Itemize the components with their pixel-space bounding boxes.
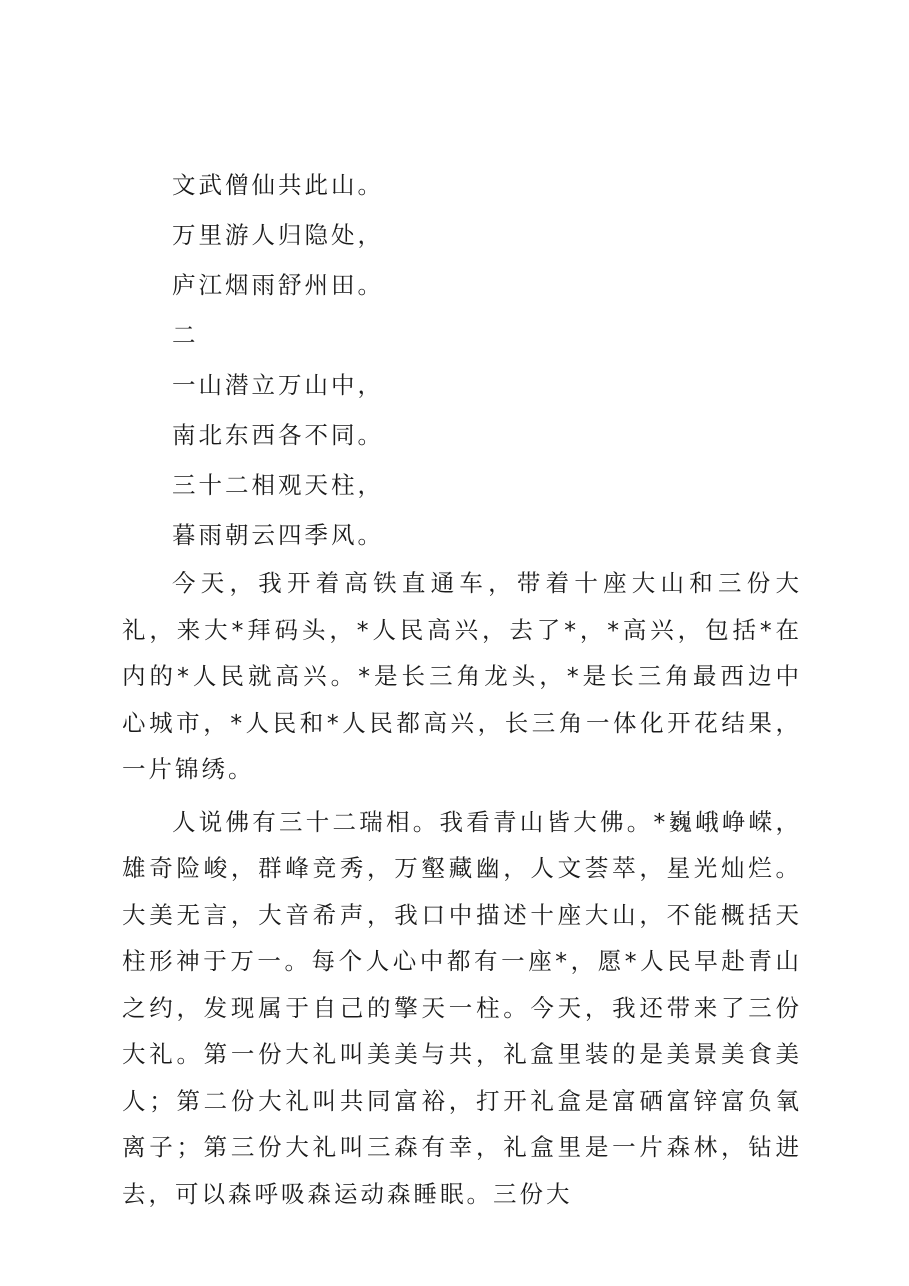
poem-line: 三十二相观天柱，	[172, 471, 384, 499]
poem-line: 文武僧仙共此山。	[172, 171, 384, 199]
body-text	[122, 560, 802, 1217]
poem-line: 南北东西各不同。	[172, 421, 384, 449]
poem-line: 万里游人归隐处，	[172, 221, 384, 249]
poem-section-number: 二	[172, 321, 199, 349]
poem-line: 暮雨朝云四季风。	[172, 521, 384, 549]
document-content	[122, 160, 802, 1217]
poem-line: 庐江烟雨舒州田。	[172, 271, 384, 299]
poem-line: 一山潜立万山中，	[172, 371, 384, 399]
paragraph: 今天，我开着高铁直通车，带着十座大山和三份大礼，来大*拜码头，*人民高兴，去了*，*高兴，包括*在内的*人民就高兴。*是长三角龙头，*是长三角最西边中心城市，*人民和*人民都高兴，长三角一体化开花结果，一片锦绣。	[122, 569, 802, 783]
paragraph: 人说佛有三十二瑞相。我看青山皆大佛。*巍峨峥嵘，雄奇险峻，群峰竞秀，万壑藏幽，人文荟萃，星光灿烂。大美无言，大音希声，我口中描述十座大山，不能概括天柱形神于万一。每个人心中都有一座*，愿*人民早赴青山之约，发现属于自己的擎天一柱。今天，我还带来了三份大礼。第一份大礼叫美美与共，礼盒里装的是美景美食美人；第二份大礼叫共同富裕，打开礼盒是富硒富锌富负氧离子；第三份大礼叫三森有幸，礼盒里是一片森林，钻进去，可以森呼吸森运动森睡眠。三份大	[122, 807, 802, 1208]
poem	[122, 160, 802, 560]
